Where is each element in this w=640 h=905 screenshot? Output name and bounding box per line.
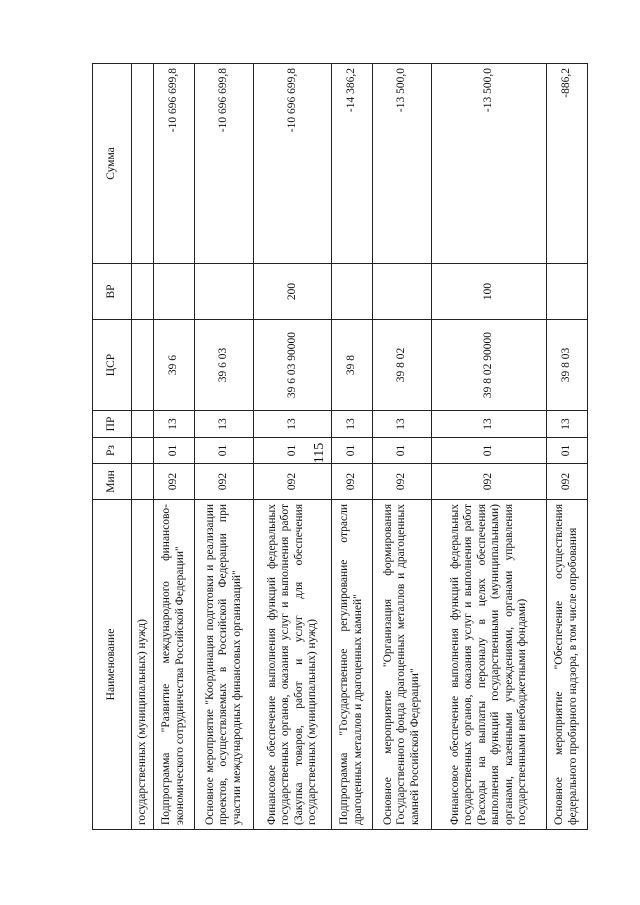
header-pr: ПР: [93, 411, 132, 438]
header-min: Мин: [93, 464, 132, 500]
row-pr: 13: [332, 411, 373, 438]
row-csr: 39 6 03 90000: [254, 320, 332, 411]
row-rz: [132, 438, 154, 464]
row-sum: -10 696 699,8: [254, 64, 332, 264]
row-min: 092: [373, 464, 432, 500]
row-csr: [132, 320, 154, 411]
row-min: 092: [154, 464, 195, 500]
row-min: 092: [254, 464, 332, 500]
row-sum: -10 696 699,8: [194, 64, 253, 264]
row-vr: 100: [432, 264, 547, 320]
row-pr: 13: [547, 411, 588, 438]
row-sum: [132, 64, 154, 264]
row-name: Основное мероприятие "Координация подготовки и реализации проектов, осуществляемых в Российской Федерации при участии международных финансовых организаций": [194, 500, 253, 830]
row-csr: 39 8 02: [373, 320, 432, 411]
row-name: государственных (муниципальных) нужд): [132, 500, 154, 830]
row-csr: 39 6 03: [194, 320, 253, 411]
table-row: [373, 64, 432, 830]
row-vr: [373, 264, 432, 320]
table-row: [132, 64, 154, 830]
row-rz: 01: [373, 438, 432, 464]
row-vr: [194, 264, 253, 320]
header-name: Наименование: [93, 500, 132, 830]
budget-table-container: [92, 64, 588, 830]
row-name: Основное мероприятие "Организация формирования Государственного фонда драгоценных металлов и драгоценных камней Российской Федерации": [373, 500, 432, 830]
row-name: Финансовое обеспечение выполнения функций федеральных государственных органов, оказания услуг и выполнения работ (Закупка товаров, работ и услуг для обеспечения государственных (муниципальных) нужд): [254, 500, 332, 830]
row-vr: 200: [254, 264, 332, 320]
row-vr: [132, 264, 154, 320]
header-csr: ЦСР: [93, 320, 132, 411]
table-header-row: [93, 64, 132, 830]
budget-table: [92, 63, 588, 830]
row-csr: 39 8 03: [547, 320, 588, 411]
row-csr: 39 6: [154, 320, 195, 411]
table-row: [154, 64, 195, 830]
header-vr: ВР: [93, 264, 132, 320]
table-row: [194, 64, 253, 830]
row-sum: -13 500,0: [432, 64, 547, 264]
row-rz: 01: [254, 438, 332, 464]
row-vr: [332, 264, 373, 320]
row-rz: 01: [332, 438, 373, 464]
row-sum: -14 386,2: [332, 64, 373, 264]
row-vr: [154, 264, 195, 320]
row-pr: 13: [373, 411, 432, 438]
row-sum: -886,2: [547, 64, 588, 264]
row-name: Финансовое обеспечение выполнения функций федеральных государственных органов, оказания услуг и выполнения работ (Расходы на выплаты персоналу в целях обеспечения выполнения функций государственными (муниципальными) органами, казенными учреждениями, органами управления государственными внебюджетными фондами): [432, 500, 547, 830]
row-min: [132, 464, 154, 500]
row-pr: [132, 411, 154, 438]
row-pr: 13: [154, 411, 195, 438]
header-sum: Сумма: [93, 64, 132, 264]
row-min: 092: [547, 464, 588, 500]
page-number-text: 115: [312, 442, 327, 464]
row-min: 092: [194, 464, 253, 500]
row-vr: [547, 264, 588, 320]
table-row: [432, 64, 547, 830]
row-pr: 13: [432, 411, 547, 438]
row-rz: 01: [432, 438, 547, 464]
row-rz: 01: [154, 438, 195, 464]
header-rz: Рз: [93, 438, 132, 464]
row-pr: 13: [194, 411, 253, 438]
row-name: Подпрограмма "Государственное регулирование отрасли драгоценных металлов и драгоценных камней": [332, 500, 373, 830]
row-csr: 39 8: [332, 320, 373, 411]
table-row: [332, 64, 373, 830]
row-csr: 39 8 02 90000: [432, 320, 547, 411]
row-rz: 01: [547, 438, 588, 464]
row-pr: 13: [254, 411, 332, 438]
row-sum: -13 500,0: [373, 64, 432, 264]
row-min: 092: [432, 464, 547, 500]
row-name: Основное мероприятие "Обеспечение осуществления федерального пробирного надзора, в том числе опробования: [547, 500, 588, 830]
row-min: 092: [332, 464, 373, 500]
table-row: [547, 64, 588, 830]
row-rz: 01: [194, 438, 253, 464]
table-row: [254, 64, 332, 830]
row-name: Подпрограмма "Развитие международного финансово-экономического сотрудничества Российской Федерации": [154, 500, 195, 830]
row-sum: -10 696 699,8: [154, 64, 195, 264]
